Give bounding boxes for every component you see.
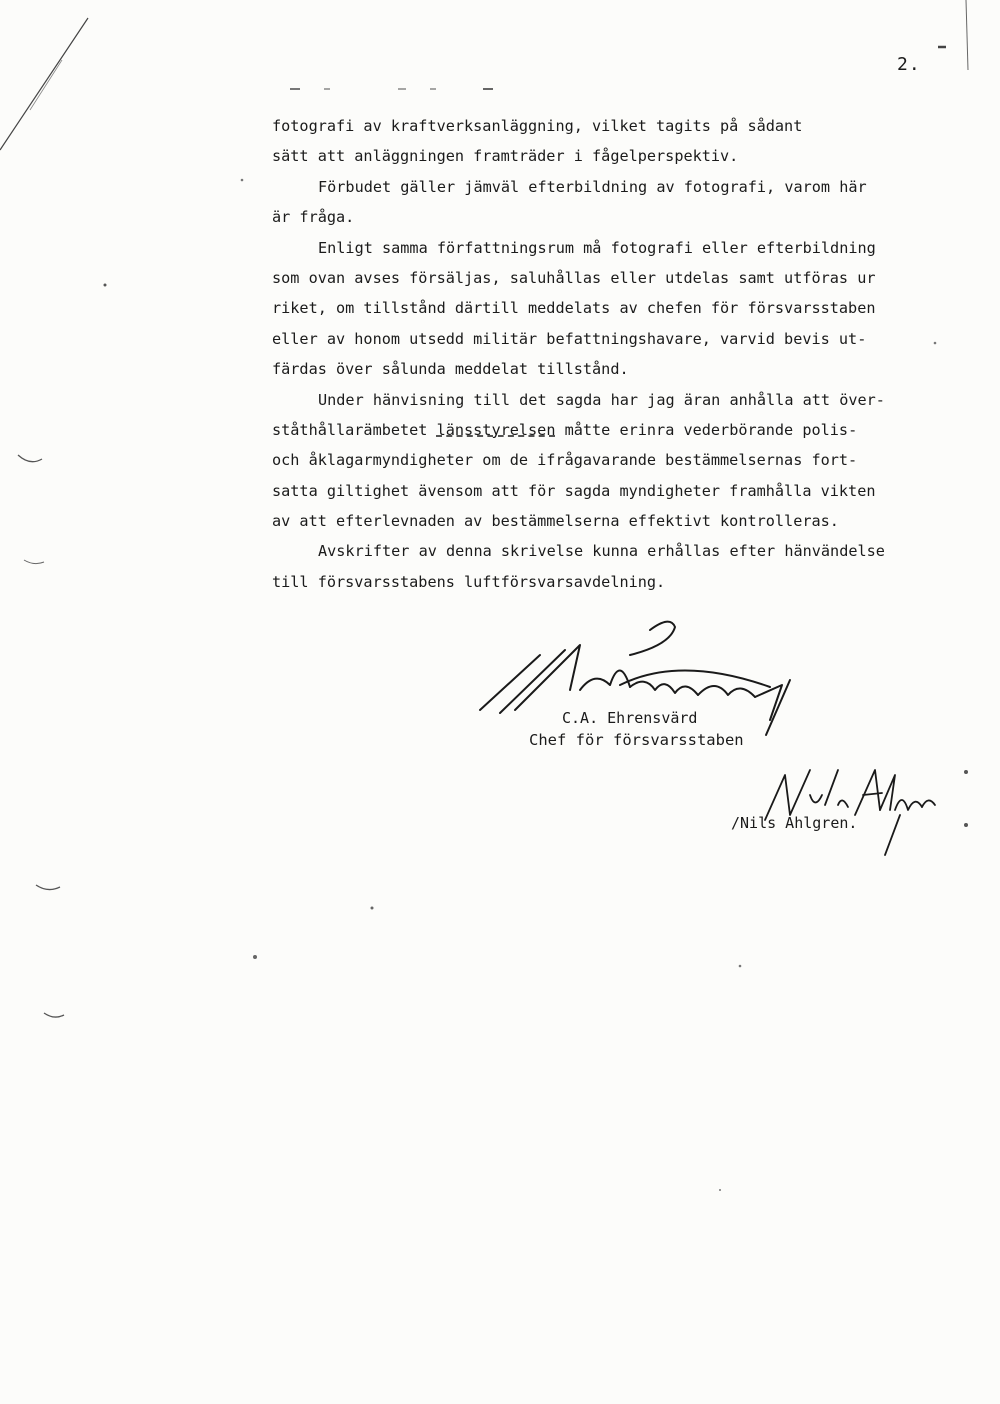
- body-line: av att efterlevnaden av bestämmelserna effektivt kontrolleras.: [272, 512, 839, 531]
- body-line: sätt att anläggningen framträder i fågelperspektiv.: [272, 147, 739, 166]
- body-line: Enligt samma författningsrum må fotografi eller efterbildning: [318, 238, 876, 257]
- body-line: Förbudet gäller jämväl efterbildning av fotografi, varom här: [318, 177, 867, 196]
- body-line: är fråga.: [272, 208, 355, 227]
- body-line: Under hänvisning till det sagda har jag äran anhålla att över-: [318, 390, 885, 409]
- body-line: eller av honom utsedd militär befattningshavare, varvid bevis ut-: [272, 329, 867, 348]
- body-line: riket, om tillstånd därtill meddelats av chefen för försvarsstaben: [272, 299, 876, 318]
- signatory-typed-name: C.A. Ehrensvärd: [562, 709, 698, 727]
- body-line: och åklagarmyndigheter om de ifrågavarande bestämmelsernas fort-: [272, 451, 858, 470]
- signatory-title: Chef för försvarsstaben: [529, 731, 744, 749]
- underlined-word: länsstyrelsen: [436, 420, 556, 439]
- body-line: satta giltighet ävensom att för sagda myndigheter framhålla vikten: [272, 481, 876, 500]
- handwritten-signature-ahlgren: [730, 755, 960, 865]
- body-line-end: måtte erinra vederbörande polis-: [555, 420, 858, 439]
- body-line: färdas över sålunda meddelat tillstånd.: [272, 360, 629, 379]
- page-number: 2.: [897, 54, 921, 75]
- second-signatory-name: /Nils Ahlgren.: [731, 814, 858, 832]
- body-line: Avskrifter av denna skrivelse kunna erhållas efter hänvändelse: [318, 542, 885, 561]
- body-line-start: ståthållarämbetet: [272, 420, 437, 439]
- body-line: till försvarsstabens luftförsvarsavdelning.: [272, 572, 666, 591]
- body-line: som ovan avses försäljas, saluhållas eller utdelas samt utföras ur: [272, 268, 876, 287]
- body-line: fotografi av kraftverksanläggning, vilket tagits på sådant: [272, 117, 803, 135]
- body-line-with-underline: [272, 415, 952, 445]
- letter-body: [272, 111, 952, 597]
